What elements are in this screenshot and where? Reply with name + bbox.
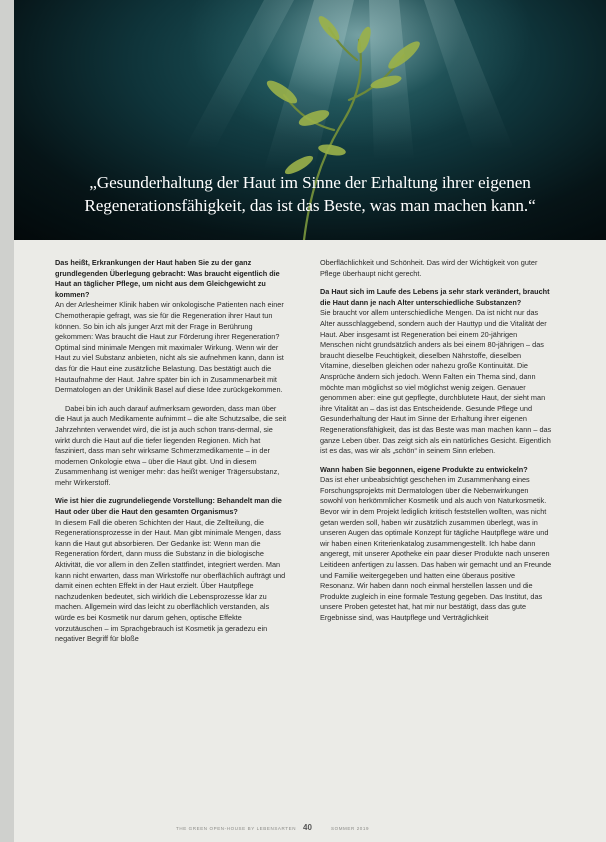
interview-answer: An der Arlesheimer Klinik haben wir onkologische Patienten nach einer Chemotherapie gefragt, was sie für die Regeneration ihrer Haut tun können. So bin ich als junger Arzt mit der Frage in Berührung gekommen: Was braucht die Haut zur Förderung ihrer Regeneration? Optimal sind minimale Mengen mit maximaler Wirkung. Wenn wir der Haut zu viel Substanz anbieten, nicht als sie aufnehmen kann, dann ist das für die Haut eine zusätzliche Belastung. Das bestätigt auch die Hautaufnahme der Haut. Jahre später bin ich in Zusammenarbeit mit Dermatologen an der Uniklinik Basel auf diese Idee zurückgekommen.: [55, 300, 284, 395]
footer-issue: SOMMER 2019: [331, 826, 370, 831]
article-column-right: [320, 258, 552, 632]
interview-question: Das heißt, Erkrankungen der Haut haben Sie zu der ganz grundlegenden Überlegung gebracht: Was braucht eigentlich die Haut an täglicher Pflege, um nicht aus dem Gleichgewicht zu kommen?: [55, 258, 280, 299]
pull-quote: [14, 171, 606, 217]
pull-quote-line-2: Regenerationsfähigkeit, das ist das Beste, was man machen kann.“: [84, 196, 536, 215]
interview-answer: Das ist eher unbeabsichtigt geschehen im Zusammenhang eines Forschungsprojekts mit Dermatologen über die Nebenwirkungen sowohl von herkömmlicher Kosmetik und als auch von Naturkosmetik. Bevor wir in dem Projekt lediglich kritisch feststellen wollten, was nicht getan werden soll, haben wir zusätzlich zusammen überlegt, was in unseren Augen das optimale Konzept für tägliche Hautpflege wäre und wir haben einen Kriterienkatalog zusammengestellt. Ich habe dann angeregt, mit unserer Apotheke ein paar dieser Produkte nach unseren Leitideen anfertigen zu lassen. Das haben wir gemacht und an Freunde und Familie weitergegeben und hatten eine überaus positive Resonanz. Wir haben dann noch einmal herstellen lassen und die Produkte zugleich in eine formale Testung gegeben. Das Institut, das unsere Proben getestet hat, hat mir nur bestätigt, dass das gute Ergebnisse sind, was Hautpflege und Verträglichkeit: [320, 475, 552, 622]
interview-question: Wie ist hier die zugrundeliegende Vorstellung: Behandelt man die Haut oder über die Haut den gesamten Organismus?: [55, 496, 282, 517]
interview-question: Wann haben Sie begonnen, eigene Produkte zu entwickeln?: [320, 464, 528, 474]
interview-question: Da Haut sich im Laufe des Lebens ja sehr stark verändert, braucht die Haut dann je nach Alter unterschiedliche Substanzen?: [320, 287, 550, 307]
footer-publication: THE GREEN OPEN-HOUSE BY LEBENSARTEN: [176, 826, 297, 831]
interview-answer: In diesem Fall die oberen Schichten der Haut, die Zellteilung, die Regenerationsprozesse in der Haut. Man gibt minimale Mengen, dass kann die Haut gut absorbieren. Der Gedanke ist: Wenn man die Regeneration fördert, dann muss die Substanz in die biologische Aktivität, die vor allem in den Zellen stattfindet, integriert werden. Man kann nicht erwarten, dass man Wirkstoffe nur oberflächlich aufträgt und damit einen echten Effekt in der Haut erzielt. Über Hautpflege nachzudenken bedeutet, sich wirklich die Lebensprozesse klar zu machen. Allgemein wird das leicht zu oberflächlich verstanden, als würde es bei Kosmetik nur darum gehen, optische Effekte vorzutäuschen – im Sprachgebrauch ist Kosmetik ja geradezu ein negativer Begriff für bloße: [55, 517, 286, 644]
interview-answer: Oberflächlichkeit und Schönheit. Das wird der Wichtigkeit von guter Pflege überhaupt nicht gerecht.: [320, 258, 538, 278]
pull-quote-line-1: „Gesunderhaltung der Haut im Sinne der Erhaltung ihrer eigenen: [89, 173, 531, 192]
article-column-left: [55, 258, 287, 653]
interview-answer: Dabei bin ich auch darauf aufmerksam geworden, dass man über die Haut ja auch Medikamente aufnimmt – die alte Schutzsalbe, die seit Jahrzehnten verwendet wird, die ist ja auch schon trans-dermal, sie wirkt durch die Haut auf die tiefer liegenden Regionen. Mich hat fasziniert, dass man sehr wirksame Schmerzmedikamente – in der modernen Onkologie etwa – über die Haut gibt. Und in diesem Zusammenhang ist weniger mehr: das heißt weniger Trägersubstanz, mehr Wirkerstoff.: [55, 403, 287, 487]
page-gutter: [0, 0, 14, 842]
seaweed-photo: [14, 0, 606, 240]
interview-answer: Sie braucht vor allem unterschiedliche Mengen. Da ist nicht nur das Alter ausschlaggebend, sondern auch der Hauttyp und die Vitalität der Haut. Aber insgesamt ist Regeneration bei einem 20-jährigen Menschen nicht grundsätzlich anders als bei einem 80-jährigen – das braucht dieselbe Feuchtigkeit, dieselben Nährstoffe, dieselben Vitamine, dieselben gleichen oder nahezu große Kontinuität. Die Ansprüche ändern sich jedoch. Wenn Falten ein Thema sind, dann möchte man möglichst so viel möglichst wenig zeigen. Genauer genommen aber: eine gut gepflegte, durchblutete Haut, der sieht man ihre Vitalität an – das ist das Entscheidende. Gesunde Pflege und Gesunderhaltung der Haut im Sinne der Erhaltung ihrer eigenen Regenerationsfähigkeit, das ist das Beste was man machen kann – das ganze Leben über. Das zeigt sich als ein natürliches Gesicht. Eigentlich ist es das, was wir als „schön“ in seinem Sinn erleben.: [320, 308, 552, 456]
page-number: 40: [303, 823, 312, 832]
